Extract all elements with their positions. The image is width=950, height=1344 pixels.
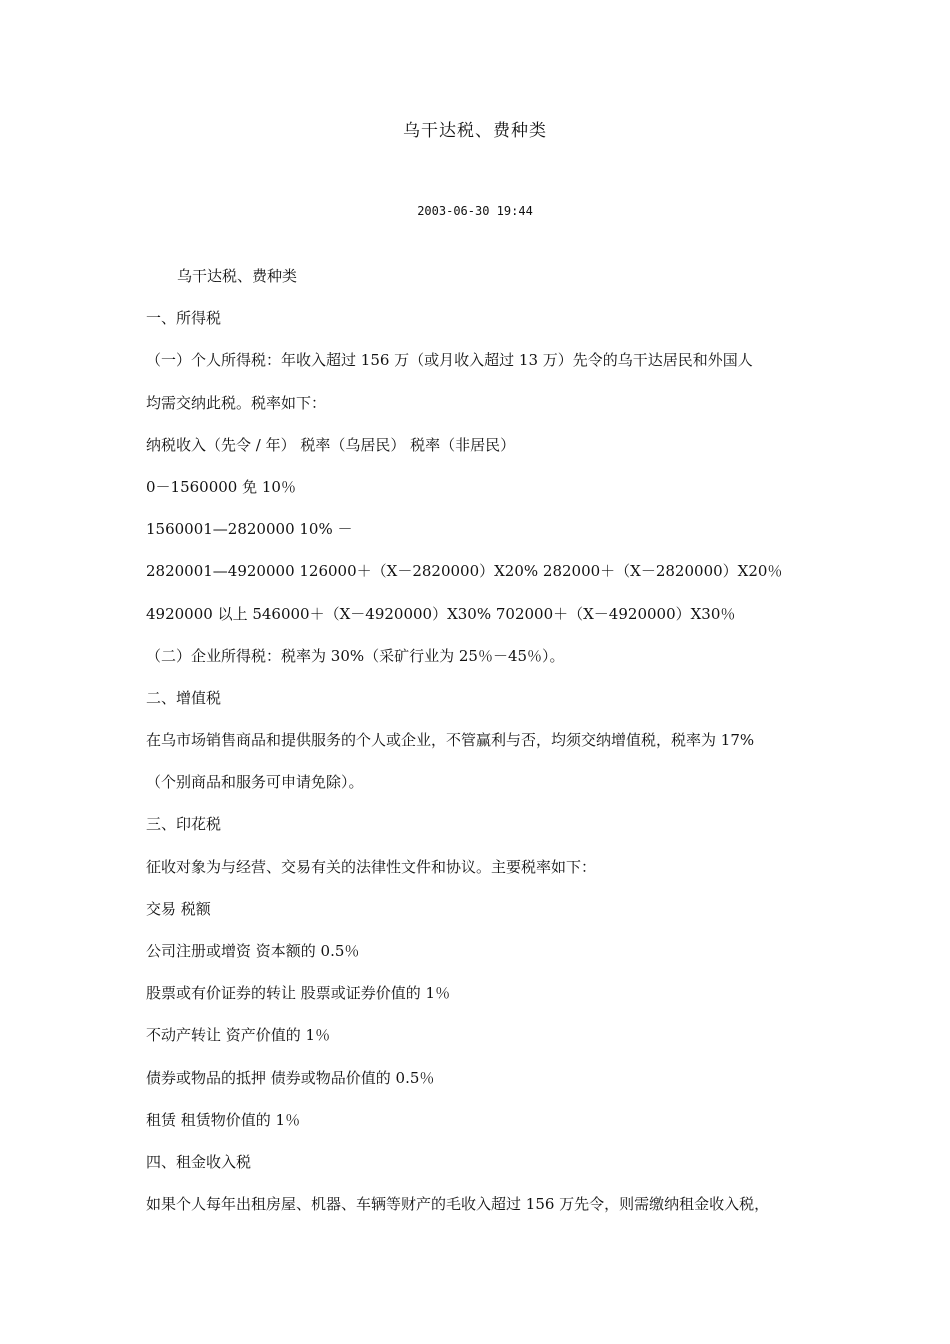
section-heading-rental-income-tax: 四、租金收入税 [146,1152,252,1171]
stamp-table-header: 交易 税额 [146,899,211,918]
paragraph-line: 均需交纳此税。税率如下： [146,393,327,412]
paragraph-line: （一）个人所得税：年收入超过 156 万（或月收入超过 13 万）先令的乌干达居民和外国人 [146,351,753,370]
document-body [146,255,816,1225]
document-title: 乌干达税、费种类 [403,121,547,141]
tax-table-header: 纳税收入（先令 / 年） 税率（乌居民） 税率（非居民） [146,435,516,454]
tax-table-row: 2820001—4920000 126000＋（X－2820000）X20% 282000＋（X－2820000）X20％ [146,562,783,581]
stamp-table-row: 债券或物品的抵押 债券或物品价值的 0.5％ [146,1068,435,1087]
body-heading: 乌干达税、费种类 [177,267,298,285]
tax-table-row: 1560001—2820000 10% － [146,520,353,539]
stamp-table-row: 租赁 租赁物价值的 1％ [146,1110,301,1129]
tax-table-row: 4920000 以上 546000＋（X－4920000）X30% 702000＋（X－4920000）X30％ [146,604,736,623]
stamp-table-row: 公司注册或增资 资本额的 0.5％ [146,942,360,960]
paragraph-line: 如果个人每年出租房屋、机器、车辆等财产的毛收入超过 156 万先令，则需缴纳租金收入税， [146,1195,770,1214]
section-heading-stamp-duty: 三、印花税 [146,815,222,834]
paragraph-line: （二）企业所得税：税率为 30%（采矿行业为 25％－45％）。 [146,646,565,665]
paragraph-line: （个别商品和服务可申请免除）。 [146,773,364,792]
paragraph-line: 征收对象为与经营、交易有关的法律性文件和协议。主要税率如下： [146,857,597,876]
section-heading-income-tax: 一、所得税 [146,309,222,328]
tax-table-row: 0－1560000 免 10％ [146,477,296,496]
publish-date: 2003-06-30 19:44 [417,204,533,218]
paragraph-line: 在乌市场销售商品和提供服务的个人或企业，不管赢利与否，均须交纳增值税，税率为 17% [146,731,755,750]
stamp-table-row: 不动产转让 资产价值的 1％ [146,1026,331,1045]
section-heading-vat: 二、增值税 [146,688,222,707]
stamp-table-row: 股票或有价证券的转让 股票或证券价值的 1％ [146,984,451,1003]
